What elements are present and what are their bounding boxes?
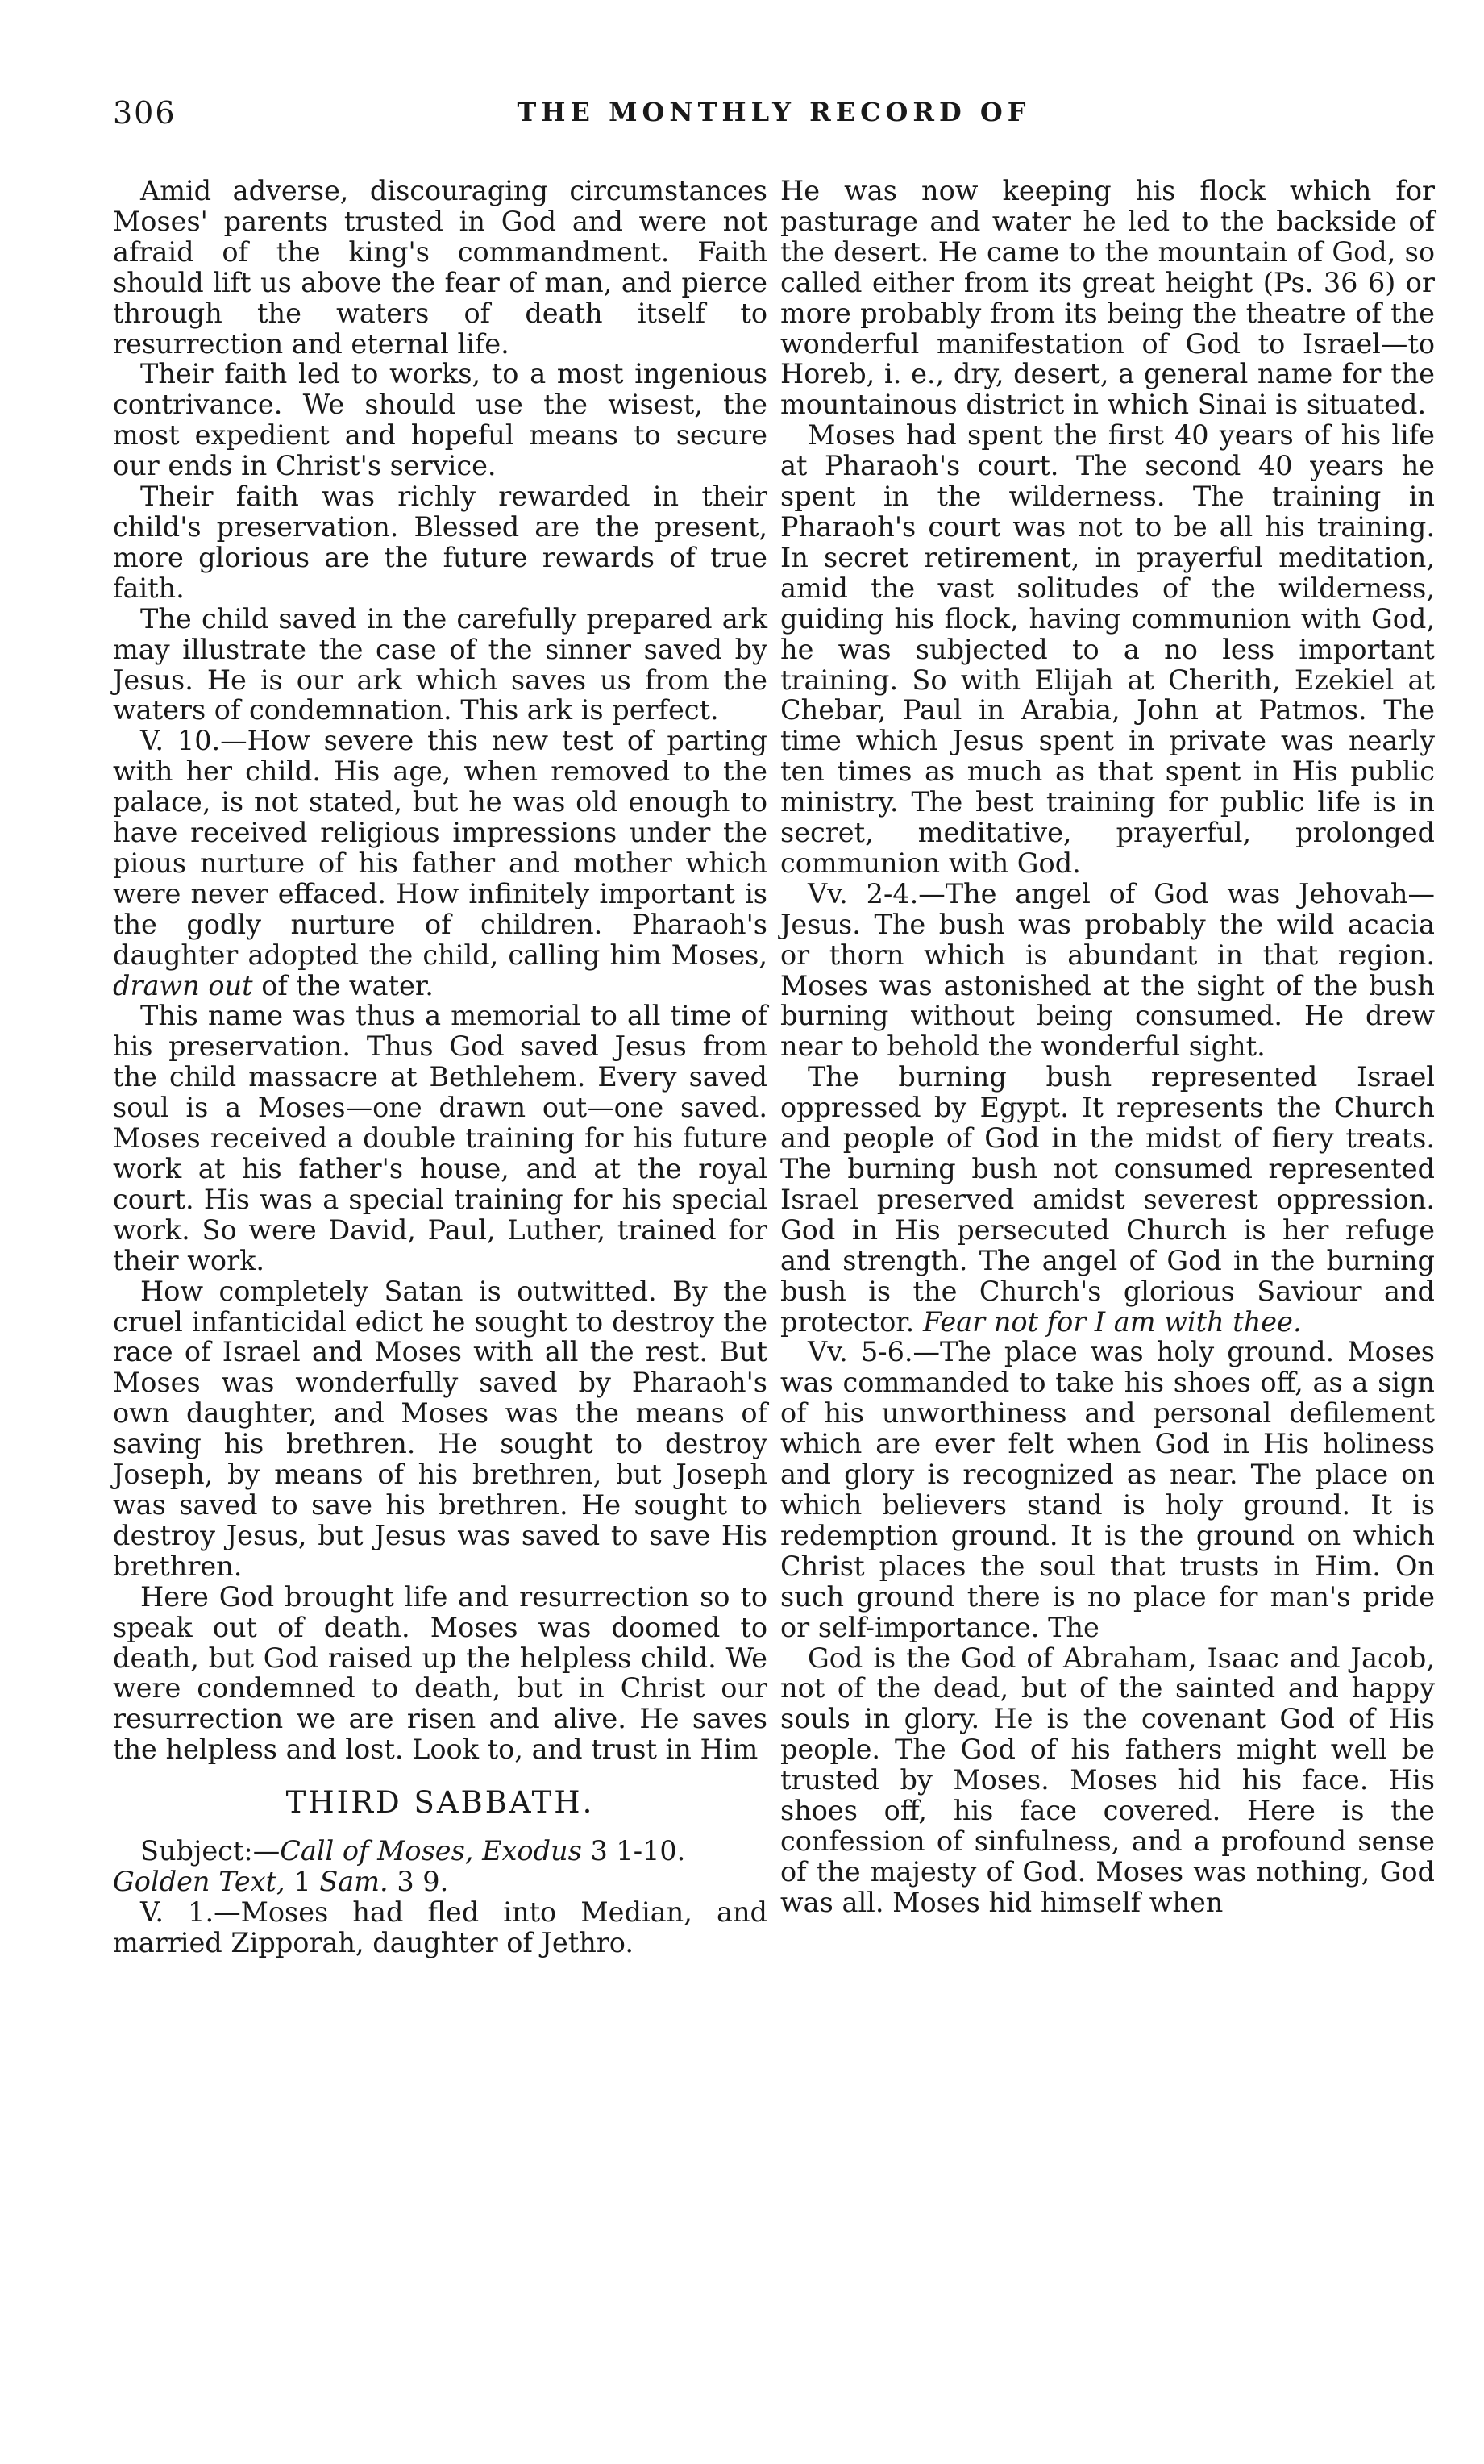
paragraph-text: V. 10.—How severe this new test of parting with her child. His age, when removed to the palace, is not stated, but he was old enough to have received religious impressions under the pious nurture of his father and mother which were never effaced. How infinitely important is the godly nurture of children. Pharaoh's daughter adopted the child, calling him Moses, <box>113 725 767 971</box>
subject-reference: 3 1-10. <box>581 1835 686 1867</box>
golden-text-book-number: 1 <box>285 1865 320 1897</box>
subject-line <box>113 1836 767 1897</box>
subject-title: Call of Moses, Exodus <box>280 1835 582 1867</box>
paragraph: Moses had spent the first 40 years of his life at Pharaoh's court. The second 40 years he spent in the wilderness. The training in Pharaoh's court was not to be all his training. In secret retirement, in prayerful meditation, amid the vast solitudes of the wilderness, guiding his flock, having communion with God, he was subjected to a no less important training. So with Elijah at Cherith, Ezekiel at Chebar, Paul in Arabia, John at Patmos. The time which Jesus spent in private was nearly ten times as much as that spent in His public ministry. The best training for public life is in secret, meditative, prayerful, prolonged communion with God. <box>780 419 1435 879</box>
paragraph-text: The burning bush represented Israel oppressed by Egypt. It represents the Church and people of God in the midst of fiery treats. The burning bush not consumed represented Israel preserved amidst severest oppression. God in His persecuted Church is her refuge and strength. The angel of God in the burning bush is the Church's glorious Saviour and protector. <box>780 1061 1435 1338</box>
paragraph-verse-10 <box>113 726 767 1001</box>
paragraph: Amid adverse, discouraging circumstances Moses' parents trusted in God and were not afraid of the king's commandment. Faith should lift us above the fear of man, and pierce through the waters of death itself to resurrection and eternal life. <box>113 175 767 360</box>
paragraph: God is the God of Abraham, Isaac and Jacob, not of the dead, but of the sainted and happy souls in glory. He is the covenant God of His people. The God of his fathers might well be trusted by Moses. Moses hid his face. His shoes off, his face covered. Here is the confession of sinfulness, and a profound sense of the majesty of God. Moses was nothing, God was all. Moses hid himself when <box>780 1642 1435 1918</box>
left-column <box>113 176 767 1958</box>
paragraph: Their faith was richly rewarded in their child's preservation. Blessed are the present, more glorious are the future rewards of true faith. <box>113 481 767 604</box>
page-header <box>113 95 1435 144</box>
paragraph: Vv. 2-4.—The angel of God was Jehovah—Jesus. The bush was probably the wild acacia or thorn which is abundant in that region. Moses was astonished at the sight of the bush burning without being consumed. He drew near to behold the wonderful sight. <box>780 877 1435 1063</box>
section-heading: THIRD SABBATH. <box>285 1785 595 1821</box>
running-head: THE MONTHLY RECORD OF <box>517 97 1031 127</box>
subject-label: Subject:— <box>140 1835 281 1867</box>
golden-text-reference: 3 9. <box>388 1865 449 1897</box>
paragraph: The child saved in the carefully prepared ark may illustrate the case of the sinner saved by Jesus. He is our ark which saves us from the waters of condemnation. This ark is perfect. <box>113 602 767 726</box>
italic-phrase: Fear not for I am with thee. <box>922 1305 1302 1338</box>
page-number: 306 <box>113 95 177 131</box>
italic-phrase: drawn out <box>113 969 253 1001</box>
paragraph: V. 1.—Moses had fled into Median, and married Zipporah, daughter of Jethro. <box>113 1896 767 1958</box>
paragraph: This name was thus a memorial to all time of his preservation. Thus God saved Jesus from the child massacre at Bethlehem. Every saved soul is a Moses—one drawn out—one saved. Moses received a double training for his future work at his father's house, and at the royal court. His was a special training for his special work. So were David, Paul, Luther, trained for their work. <box>113 1000 767 1276</box>
paragraph-text: of the water. <box>252 969 434 1001</box>
paragraph: How completely Satan is outwitted. By the cruel infanticidal edict he sought to destroy the race of Israel and Moses with all the rest. But Moses was wonderfully saved by Pharaoh's own daughter, and Moses was the means of saving his brethren. He sought to destroy Joseph, by means of his brethren, but Joseph was saved to save his brethren. He sought to destroy Jesus, but Jesus was saved to save His brethren. <box>113 1275 767 1582</box>
paragraph: Here God brought life and resurrection so to speak out of death. Moses was doomed to death, but God raised up the helpless child. We were condemned to death, but in Christ our resurrection we are risen and alive. He saves the helpless and lost. Look to, and trust in Him <box>113 1580 767 1766</box>
golden-text-book: Sam. <box>319 1865 389 1897</box>
golden-text-label: Golden Text, <box>113 1865 285 1897</box>
paragraph: Vv. 5-6.—The place was holy ground. Moses was commanded to take his shoes off, as a sign of his unworthiness and personal defilement which are ever felt when God in His holiness and glory is recognized as near. The place on which believers stand is holy ground. It is redemption ground. It is the ground on which Christ places the soul that trusts in Him. On such ground there is no place for man's pride or self-importance. The <box>780 1336 1435 1643</box>
paragraph-burning-bush <box>780 1062 1435 1337</box>
paragraph: Their faith led to works, to a most ingenious contrivance. We should use the wisest, the most expedient and hopeful means to secure our ends in Christ's service. <box>113 358 767 482</box>
right-column <box>780 176 1435 1918</box>
paragraph: He was now keeping his flock which for pasturage and water he led to the backside of the desert. He came to the mountain of God, so called either from its great height (Ps. 36 6) or more probably from its being the theatre of the wonderful manifestation of God to Israel—to Horeb, i. e., dry, desert, a general name for the mountainous district in which Sinai is situated. <box>780 175 1435 421</box>
